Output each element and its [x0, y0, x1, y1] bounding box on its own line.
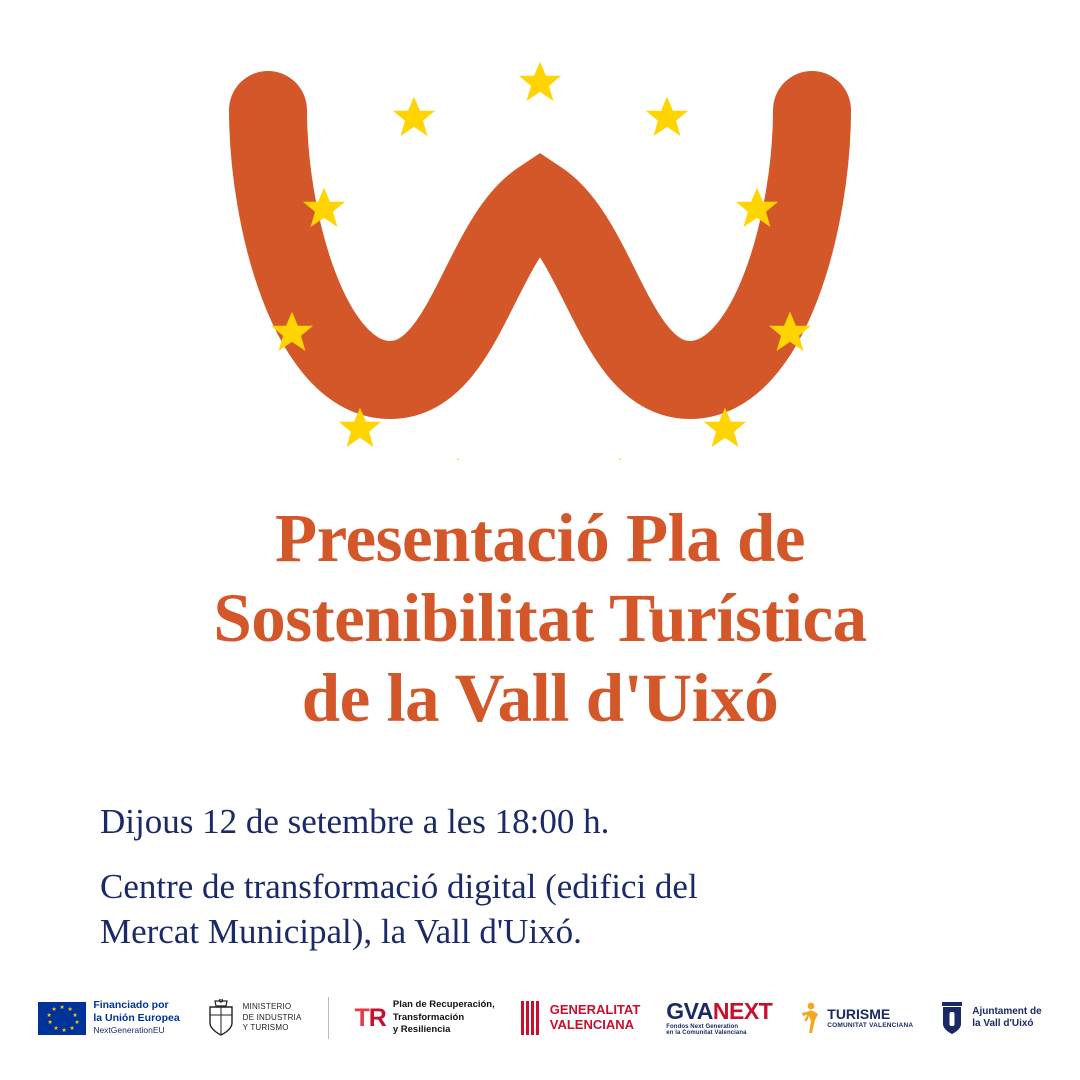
eu-stars-wave-emblem: [220, 60, 860, 460]
plan-line-3: y Resiliencia: [392, 1024, 451, 1036]
eu-funding-line-1: Financiado por: [93, 999, 169, 1012]
turisme-figure-icon: [798, 1001, 820, 1035]
ajuntament-label: [972, 1006, 1041, 1031]
plan-recuperacion-label: [393, 999, 495, 1036]
sponsor-logo-strip: [0, 986, 1080, 1050]
generalitat-line-1: GENERALITAT: [549, 1002, 641, 1018]
event-location-line-2: Mercat Municipal), la Vall d'Uixó.: [100, 911, 582, 951]
title-line-2: Sostenibilitat Turística: [213, 580, 867, 657]
eu-funding-logo: [38, 990, 179, 1046]
event-location-line-1: Centre de transformació digital (edifici del: [100, 866, 698, 906]
plan-line-1: Plan de Recuperación,: [392, 999, 495, 1011]
title-line-3: de la Vall d'Uixó: [301, 660, 779, 737]
turisme-line-2: COMUNITAT VALENCIANA: [827, 1022, 914, 1030]
ministerio-line-1: MINISTERIO: [242, 1001, 292, 1011]
ptr-monogram-icon: [354, 1003, 386, 1032]
turisme-label: [827, 1007, 913, 1030]
eu-funding-line-3: NextGenerationEU: [93, 1025, 165, 1036]
spain-coat-of-arms-icon: [206, 999, 236, 1037]
turisme-line-1: TURISME: [827, 1005, 891, 1022]
plan-line-2: Transformación: [392, 1011, 465, 1023]
gva-next-wordmark: [666, 999, 772, 1036]
eu-funding-label: [93, 999, 179, 1036]
eu-flag-icon: ★ ★ ★ ★ ★ ★ ★ ★ ★ ★: [38, 1002, 86, 1035]
plan-recuperacion-logo: [355, 990, 495, 1046]
generalitat-line-2: VALENCIANA: [549, 1017, 635, 1032]
eu-funding-line-2: la Unión Europea: [93, 1011, 180, 1024]
ptr-mark-r: R: [368, 1003, 386, 1032]
gva-next-word-1: GVA: [666, 998, 713, 1025]
ministerio-logo: [206, 990, 302, 1046]
event-location: [100, 865, 980, 955]
turisme-comunitat-valenciana-logo: [798, 990, 913, 1046]
senyera-bars-icon: [521, 1001, 543, 1035]
event-details: [100, 800, 980, 954]
gva-next-line-1: Fondos Next Generation: [666, 1024, 739, 1031]
ministerio-line-3: Y TURISMO: [242, 1023, 289, 1033]
gva-next-line-2: en la Comunitat Valenciana: [666, 1030, 747, 1037]
gva-next-logo: [666, 990, 772, 1046]
ajuntament-line-1: Ajuntament de: [972, 1005, 1042, 1017]
gva-next-word-2: NEXT: [712, 998, 773, 1025]
ajuntament-la-vall-duixo-logo: [939, 990, 1041, 1046]
title-line-1: Presentació Pla de: [274, 500, 806, 576]
ptr-mark-t: T: [354, 1003, 369, 1032]
ministerio-line-2: DE INDUSTRIA: [242, 1012, 302, 1022]
generalitat-label: [550, 1003, 641, 1032]
logo-divider: [328, 997, 329, 1039]
ajuntament-line-2: la Vall d'Uixó: [972, 1018, 1034, 1029]
event-datetime: Dijous 12 de setembre a les 18:00 h.: [100, 802, 610, 841]
page-title: [0, 498, 1080, 738]
town-coat-of-arms-icon: [939, 1000, 965, 1036]
generalitat-valenciana-logo: [521, 990, 641, 1046]
ministerio-label: [243, 1002, 302, 1034]
